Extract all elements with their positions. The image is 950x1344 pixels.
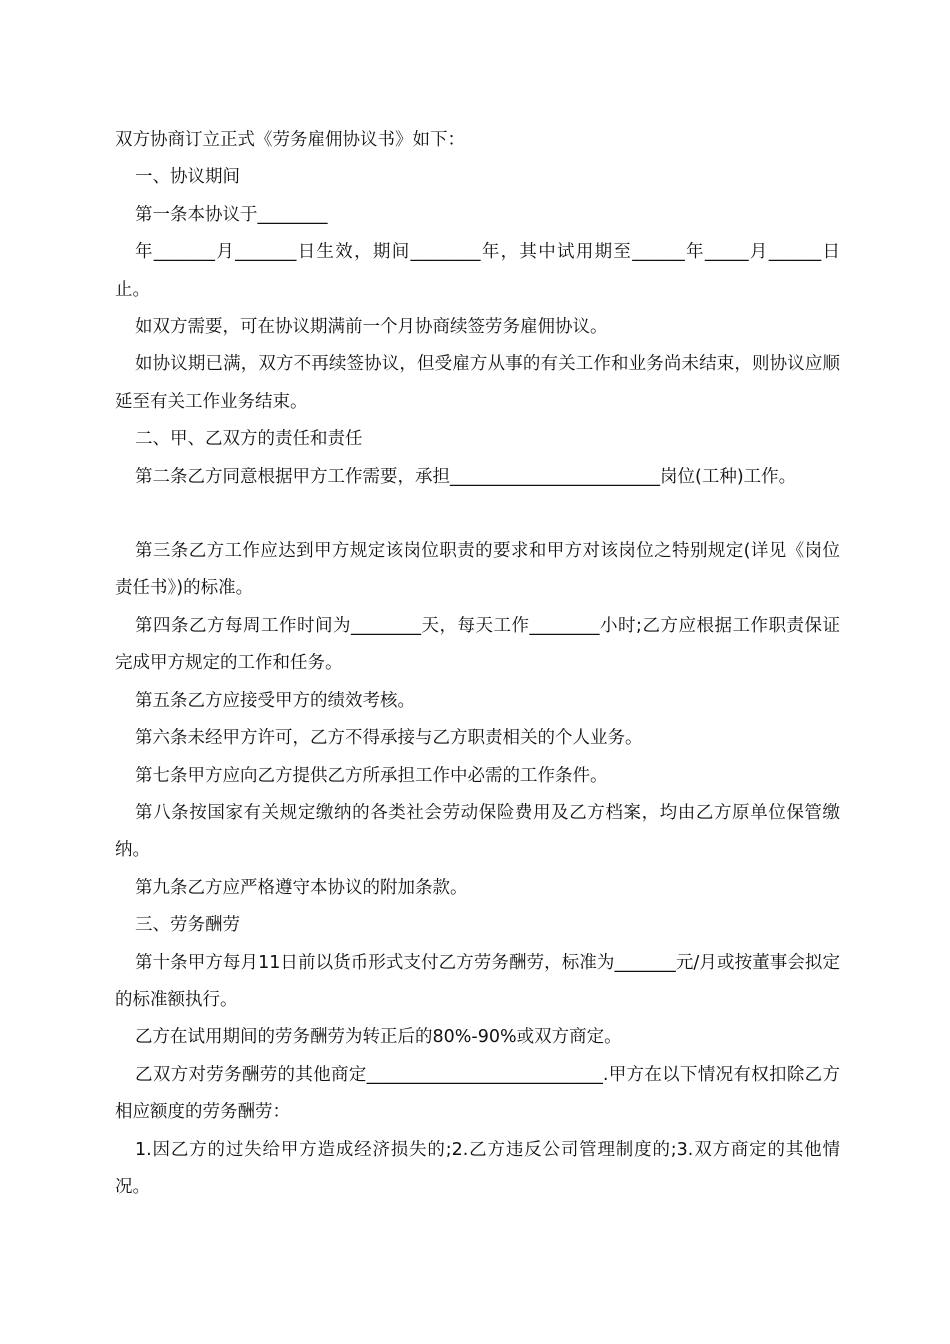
- paragraph-gap: [115, 496, 840, 533]
- extension-paragraph: 如协议期已满，双方不再续签协议，但受雇方从事的有关工作和业务尚未结束，则协议应顺延至有关工作业务结束。: [115, 354, 840, 412]
- article-8-paragraph: 第八条按国家有关规定缴纳的各类社会劳动保险费用及乙方档案，均由乙方原单位保管缴纳。: [115, 802, 840, 861]
- section-heading-remuneration: 三、劳务酬劳: [135, 915, 240, 936]
- article-2-paragraph: 第二条乙方同意根据甲方工作需要，承担________________________岗位(工种)工作。: [135, 466, 797, 487]
- article-4-paragraph: 第四条乙方每周工作时间为________天，每天工作________小时;乙方应根据工作职责保证完成甲方规定的工作和任务。: [115, 615, 840, 674]
- article-5-paragraph: 第五条乙方应接受甲方的绩效考核。: [135, 690, 415, 711]
- article-7-paragraph: 第七条甲方应向乙方提供乙方所承担工作中必需的工作条件。: [135, 765, 608, 786]
- other-agreement-paragraph: 乙双方对劳务酬劳的其他商定___________________________.甲方在以下情况有权扣除乙方相应额度的劳务酬劳：: [115, 1064, 840, 1123]
- section-heading-agreement-period: 一、协议期间: [135, 167, 240, 188]
- document-body: [115, 122, 840, 1206]
- deduction-cases-paragraph: 1.因乙方的过失给甲方造成经济损失的;2.乙方违反公司管理制度的;3.双方商定的其他情况。: [115, 1139, 840, 1197]
- article-6-paragraph: 第六条未经甲方许可，乙方不得承接与乙方职责相关的个人业务。: [135, 728, 643, 749]
- intro-paragraph: 双方协商订立正式《劳务雇佣协议书》如下：: [115, 130, 465, 150]
- probation-pay-paragraph: 乙方在试用期间的劳务酬劳为转正后的80%-90%或双方商定。: [135, 1027, 622, 1048]
- section-heading-responsibilities: 二、甲、乙双方的责任和责任: [135, 429, 363, 450]
- article-3-paragraph: 第三条乙方工作应达到甲方规定该岗位职责的要求和甲方对该岗位之特别规定(详见《岗位责任书》)的标准。: [115, 541, 840, 599]
- effective-date-paragraph: 年_______月_______日生效，期间________年，其中试用期至______年_____月______日止。: [115, 242, 840, 300]
- article-1-paragraph: 第一条本协议于________: [135, 204, 328, 225]
- article-10-paragraph: 第十条甲方每月11日前以货币形式支付乙方劳务酬劳，标准为_______元/月或按董事会拟定的标准额执行。: [115, 952, 840, 1010]
- renewal-paragraph: 如双方需要，可在协议期满前一个月协商续签劳务雇佣协议。: [135, 317, 608, 338]
- article-9-paragraph: 第九条乙方应严格遵守本协议的附加条款。: [135, 877, 468, 898]
